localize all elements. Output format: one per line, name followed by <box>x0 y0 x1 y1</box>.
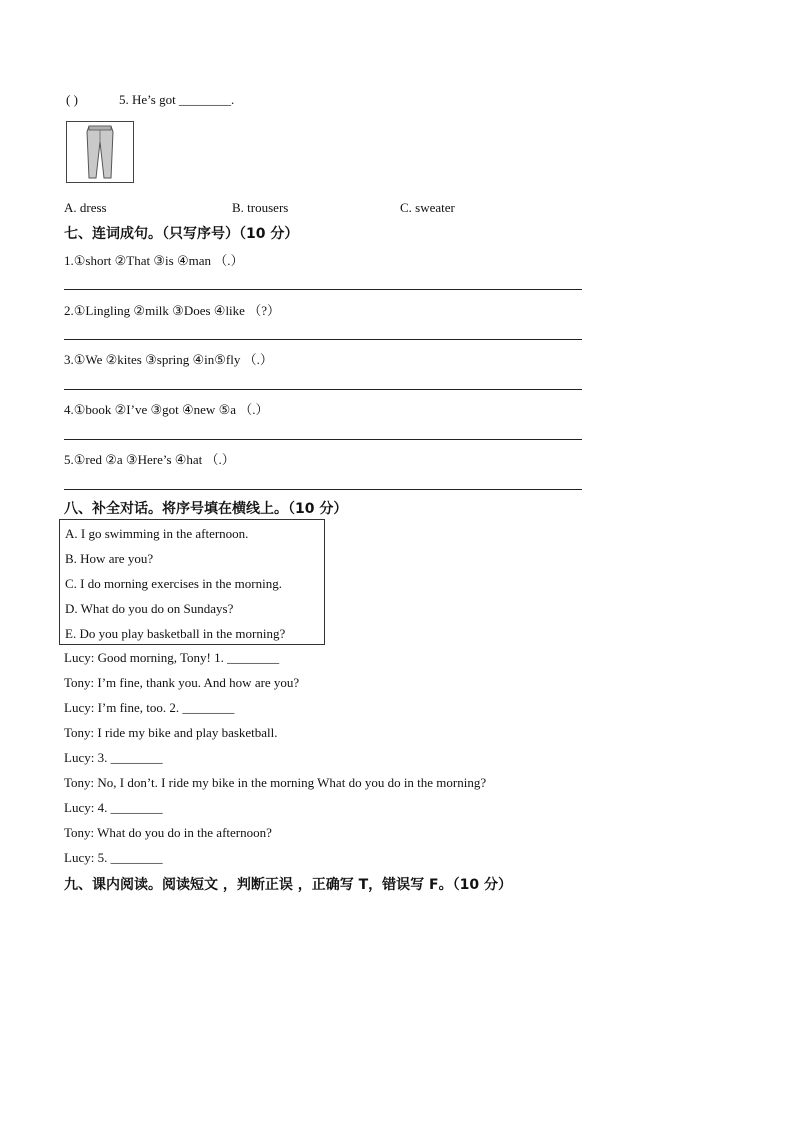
dialogue-line-9[interactable]: Lucy: 5. ________ <box>64 850 163 865</box>
dialogue-line-1[interactable]: Lucy: Good morning, Tony! 1. ________ <box>64 650 280 665</box>
choice-b: B. How are you? <box>65 551 154 566</box>
section-8-heading: 八、补全对话。将序号填在横线上。（10 分） <box>64 501 348 517</box>
sentence-item-2: 2.①Lingling ②milk ③Does ④like （?） <box>64 303 280 318</box>
dialogue-line-5[interactable]: Lucy: 3. ________ <box>64 750 163 765</box>
answer-line-5[interactable] <box>64 489 582 490</box>
answer-line-2[interactable] <box>64 339 582 340</box>
sentence-item-1: 1.①short ②That ③is ④man （.） <box>64 253 244 268</box>
option-c[interactable]: C. sweater <box>400 200 455 215</box>
dialogue-line-2: Tony: I’m fine, thank you. And how are you? <box>64 675 300 690</box>
sentence-item-3: 3.①We ②kites ③spring ④in⑤fly （.） <box>64 352 273 367</box>
sentence-item-5: 5.①red ②a ③Here’s ④hat （.） <box>64 452 235 467</box>
option-b[interactable]: B. trousers <box>232 200 289 215</box>
choice-e: E. Do you play basketball in the morning? <box>65 626 286 641</box>
answer-line-3[interactable] <box>64 389 582 390</box>
dialogue-line-6: Tony: No, I don’t. I ride my bike in the morning What do you do in the morning? <box>64 775 487 790</box>
answer-paren[interactable]: ( ) <box>66 92 78 107</box>
sentence-item-4: 4.①book ②I’ve ③got ④new ⑤a （.） <box>64 402 269 417</box>
trousers-icon <box>67 122 133 182</box>
choice-box <box>59 519 325 645</box>
answer-line-1[interactable] <box>64 289 582 290</box>
dialogue-line-4: Tony: I ride my bike and play basketball. <box>64 725 278 740</box>
choice-c: C. I do morning exercises in the morning. <box>65 576 282 591</box>
dialogue-line-7[interactable]: Lucy: 4. ________ <box>64 800 163 815</box>
question-5-text: 5. He’s got ________. <box>119 92 235 107</box>
choice-a: A. I go swimming in the afternoon. <box>65 526 249 541</box>
trousers-picture <box>66 121 134 183</box>
dialogue-line-8: Tony: What do you do in the afternoon? <box>64 825 272 840</box>
answer-line-4[interactable] <box>64 439 582 440</box>
dialogue-line-3[interactable]: Lucy: I’m fine, too. 2. ________ <box>64 700 235 715</box>
section-9-heading: 九、课内阅读。阅读短文 ，判断正误 ，正确写 T，错误写 F。（10 分） <box>64 877 512 893</box>
section-7-heading: 七、连词成句。（只写序号）（10 分） <box>64 226 299 242</box>
choice-d: D. What do you do on Sundays? <box>65 601 234 616</box>
option-a[interactable]: A. dress <box>64 200 107 215</box>
